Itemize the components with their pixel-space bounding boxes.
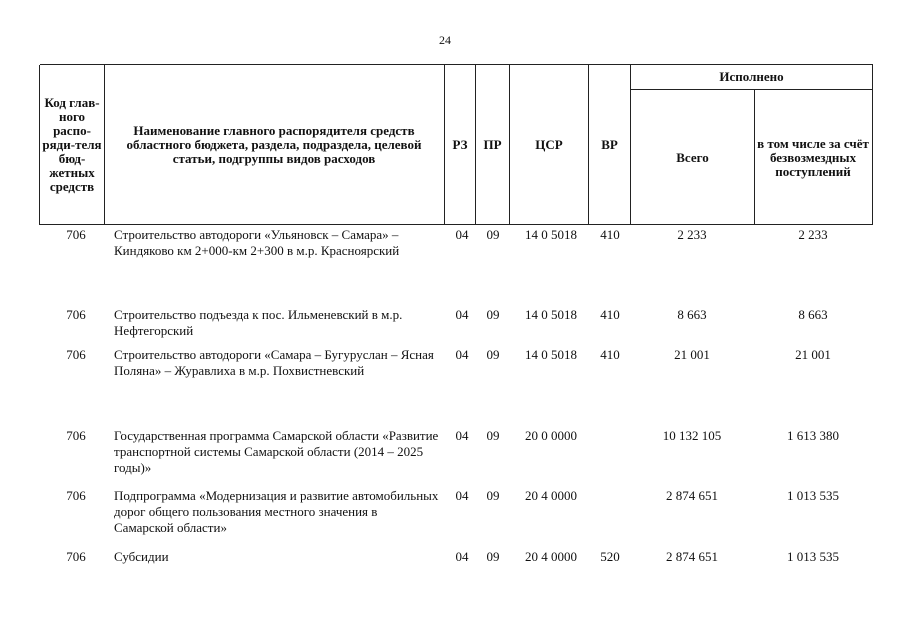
header-divider [104,65,105,225]
row-csr: 14 0 5018 [525,227,577,242]
row-vr: 520 [600,549,620,564]
row-code: 706 [66,347,86,362]
row-code: 706 [66,488,86,503]
header-code: Код глав-ного распо-ряди-теля бюд-жетных средств [42,95,102,194]
row-name: Строительство автодороги «Самара – Бугуруслан – Ясная Поляна» – Журавлиха в м.р. Похвистневский [114,347,434,378]
header-executed: Исполнено [719,69,784,84]
row-vr: 410 [600,347,620,362]
row-pr: 09 [486,347,500,362]
row-total: 2 874 651 [666,488,718,503]
row-total: 21 001 [674,347,710,362]
row-vr: 410 [600,227,620,242]
row-rz: 04 [455,347,469,362]
row-csr: 14 0 5018 [525,307,577,322]
row-code: 706 [66,428,86,443]
row-rz: 04 [455,307,469,322]
header-border-right [872,65,873,225]
header-incl-free: в том числе за счёт безвозмездных поступлений [757,135,869,179]
row-pr: 09 [486,549,500,564]
header-rz: РЗ [452,137,468,152]
row-code: 706 [66,227,86,242]
row-name: Государственная программа Самарской области «Развитие транспортной системы Самарской области (2014 – 2025 годы)» [114,428,439,475]
row-free: 21 001 [795,347,831,362]
row-free: 2 233 [798,227,828,242]
row-free: 1 613 380 [787,428,839,443]
row-free: 1 013 535 [787,488,839,503]
row-csr: 20 4 0000 [525,488,577,503]
row-code: 706 [66,307,86,322]
row-vr: 410 [600,307,620,322]
row-pr: 09 [486,488,500,503]
header-name: Наименование главного распорядителя средств областного бюджета, раздела, подраздела, целевой статьи, подгруппы видов расходов [126,123,422,166]
row-rz: 04 [455,428,469,443]
row-pr: 09 [486,307,500,322]
row-name: Подпрограмма «Модернизация и развитие автомобильных дорог общего пользования местного значения в Самарской области» [114,488,439,535]
row-pr: 09 [486,227,500,242]
header-pr: ПР [483,137,502,152]
row-total: 2 874 651 [666,549,718,564]
row-rz: 04 [455,488,469,503]
row-rz: 04 [455,227,469,242]
row-name: Строительство подъезда к пос. Ильменевский в м.р. Нефтегорский [114,307,403,338]
row-csr: 20 4 0000 [525,549,577,564]
header-csr: ЦСР [535,137,563,152]
row-code: 706 [66,549,86,564]
row-rz: 04 [455,549,469,564]
row-free: 1 013 535 [787,549,839,564]
row-name: Субсидии [114,549,169,564]
table-header [40,64,873,225]
row-pr: 09 [486,428,500,443]
header-divider [754,90,755,225]
header-vr: ВР [601,137,618,152]
row-total: 10 132 105 [662,428,722,443]
row-total: 2 233 [677,227,707,242]
row-csr: 20 0 0000 [525,428,577,443]
row-free: 8 663 [798,307,828,322]
row-name: Строительство автодороги «Ульяновск – Самара» – Киндяково км 2+000-км 2+300 в м.р. Красноярский [114,227,400,258]
row-csr: 14 0 5018 [525,347,577,362]
header-total: Всего [676,149,709,165]
page-number: 24 [439,33,451,47]
row-total: 8 663 [677,307,707,322]
